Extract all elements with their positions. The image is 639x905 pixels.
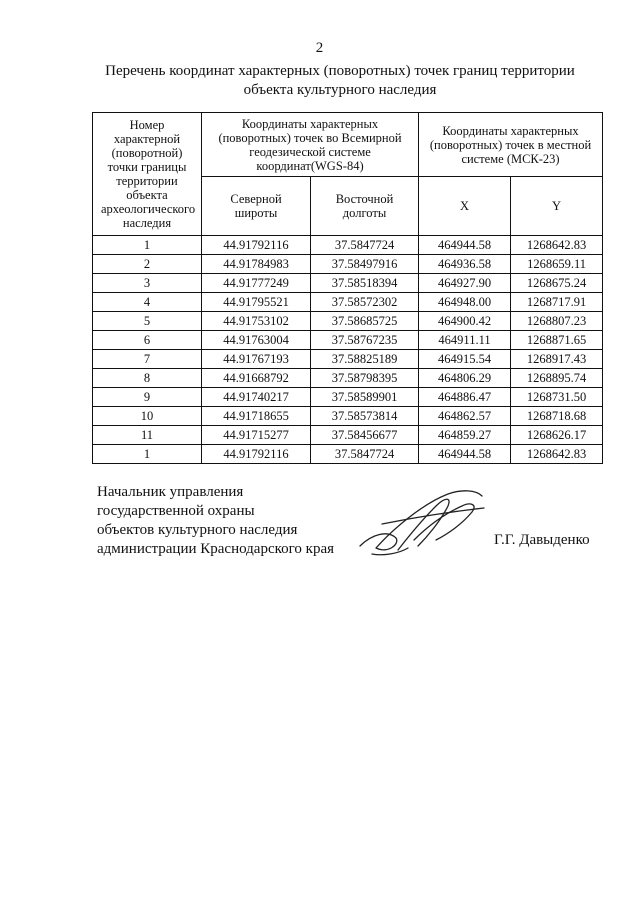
- cell-latitude: 44.91715277: [202, 426, 311, 445]
- table-row: [93, 312, 603, 331]
- cell-point-number: 6: [93, 331, 202, 350]
- cell-point-number: 3: [93, 274, 202, 293]
- cell-longitude: 37.58572302: [311, 293, 419, 312]
- cell-x: 464944.58: [419, 445, 511, 464]
- cell-y: 1268659.11: [511, 255, 603, 274]
- header-lon: Восточной долготы: [311, 177, 419, 236]
- cell-x: 464862.57: [419, 407, 511, 426]
- table-row: [93, 236, 603, 255]
- cell-latitude: 44.91753102: [202, 312, 311, 331]
- header-y: Y: [511, 177, 603, 236]
- cell-x: 464900.42: [419, 312, 511, 331]
- cell-y: 1268895.74: [511, 369, 603, 388]
- table-row: [93, 369, 603, 388]
- cell-longitude: 37.58589901: [311, 388, 419, 407]
- cell-y: 1268642.83: [511, 236, 603, 255]
- cell-y: 1268917.43: [511, 350, 603, 369]
- header-local-group: Координаты характерных (поворотных) точек в местной системе (МСК-23): [419, 113, 603, 177]
- cell-point-number: 4: [93, 293, 202, 312]
- cell-longitude: 37.58573814: [311, 407, 419, 426]
- cell-point-number: 9: [93, 388, 202, 407]
- cell-latitude: 44.91795521: [202, 293, 311, 312]
- cell-latitude: 44.91792116: [202, 445, 311, 464]
- cell-x: 464936.58: [419, 255, 511, 274]
- table-row: [93, 350, 603, 369]
- table-row: [93, 388, 603, 407]
- cell-x: 464886.47: [419, 388, 511, 407]
- cell-point-number: 10: [93, 407, 202, 426]
- cell-y: 1268675.24: [511, 274, 603, 293]
- cell-point-number: 2: [93, 255, 202, 274]
- cell-latitude: 44.91740217: [202, 388, 311, 407]
- cell-y: 1268807.23: [511, 312, 603, 331]
- cell-y: 1268871.65: [511, 331, 603, 350]
- coordinates-table-body: [93, 236, 603, 464]
- position-line-2: государственной охраны: [97, 503, 255, 519]
- cell-longitude: 37.58518394: [311, 274, 419, 293]
- cell-y: 1268718.68: [511, 407, 603, 426]
- cell-longitude: 37.58767235: [311, 331, 419, 350]
- cell-point-number: 1: [93, 236, 202, 255]
- cell-point-number: 11: [93, 426, 202, 445]
- position-line-3: объектов культурного наследия: [97, 522, 298, 538]
- title-line-2: объекта культурного наследия: [243, 82, 437, 98]
- cell-y: 1268731.50: [511, 388, 603, 407]
- cell-x: 464927.90: [419, 274, 511, 293]
- cell-longitude: 37.58685725: [311, 312, 419, 331]
- table-row: [93, 331, 603, 350]
- table-row: [93, 426, 603, 445]
- signatory-position: [97, 483, 334, 559]
- cell-latitude: 44.91767193: [202, 350, 311, 369]
- cell-latitude: 44.91784983: [202, 255, 311, 274]
- cell-latitude: 44.91668792: [202, 369, 311, 388]
- handwritten-signature: [352, 484, 492, 560]
- header-x: X: [419, 177, 511, 236]
- cell-y: 1268717.91: [511, 293, 603, 312]
- cell-longitude: 37.5847724: [311, 236, 419, 255]
- table-row: [93, 445, 603, 464]
- cell-x: 464911.11: [419, 331, 511, 350]
- cell-latitude: 44.91763004: [202, 331, 311, 350]
- table-row: [93, 407, 603, 426]
- position-line-1: Начальник управления: [97, 484, 244, 500]
- cell-point-number: 1: [93, 445, 202, 464]
- cell-longitude: 37.58798395: [311, 369, 419, 388]
- page-number: 2: [315, 40, 324, 56]
- table-row: [93, 274, 603, 293]
- cell-y: 1268626.17: [511, 426, 603, 445]
- cell-latitude: 44.91792116: [202, 236, 311, 255]
- cell-longitude: 37.58456677: [311, 426, 419, 445]
- header-point-number: Номер характерной (поворотной) точки границы территории объекта археологического наследия: [93, 113, 202, 236]
- cell-x: 464915.54: [419, 350, 511, 369]
- header-wgs-group: Координаты характерных (поворотных) точек во Всемирной геодезической системе координат(WGS-84): [202, 113, 419, 177]
- table-row: [93, 255, 603, 274]
- cell-y: 1268642.83: [511, 445, 603, 464]
- title-line-1: Перечень координат характерных (поворотных) точек границ территории: [105, 63, 575, 79]
- cell-latitude: 44.91718655: [202, 407, 311, 426]
- cell-x: 464806.29: [419, 369, 511, 388]
- cell-longitude: 37.58825189: [311, 350, 419, 369]
- header-lat: Северной широты: [202, 177, 311, 236]
- table-row: [93, 293, 603, 312]
- cell-longitude: 37.5847724: [311, 445, 419, 464]
- cell-point-number: 7: [93, 350, 202, 369]
- document-title: [60, 62, 620, 100]
- cell-latitude: 44.91777249: [202, 274, 311, 293]
- cell-x: 464944.58: [419, 236, 511, 255]
- position-line-4: администрации Краснодарского края: [97, 541, 335, 557]
- cell-longitude: 37.58497916: [311, 255, 419, 274]
- cell-x: 464948.00: [419, 293, 511, 312]
- coordinates-table: [92, 112, 603, 464]
- cell-point-number: 8: [93, 369, 202, 388]
- signatory-name: Г.Г. Давыденко: [494, 532, 590, 548]
- cell-x: 464859.27: [419, 426, 511, 445]
- cell-point-number: 5: [93, 312, 202, 331]
